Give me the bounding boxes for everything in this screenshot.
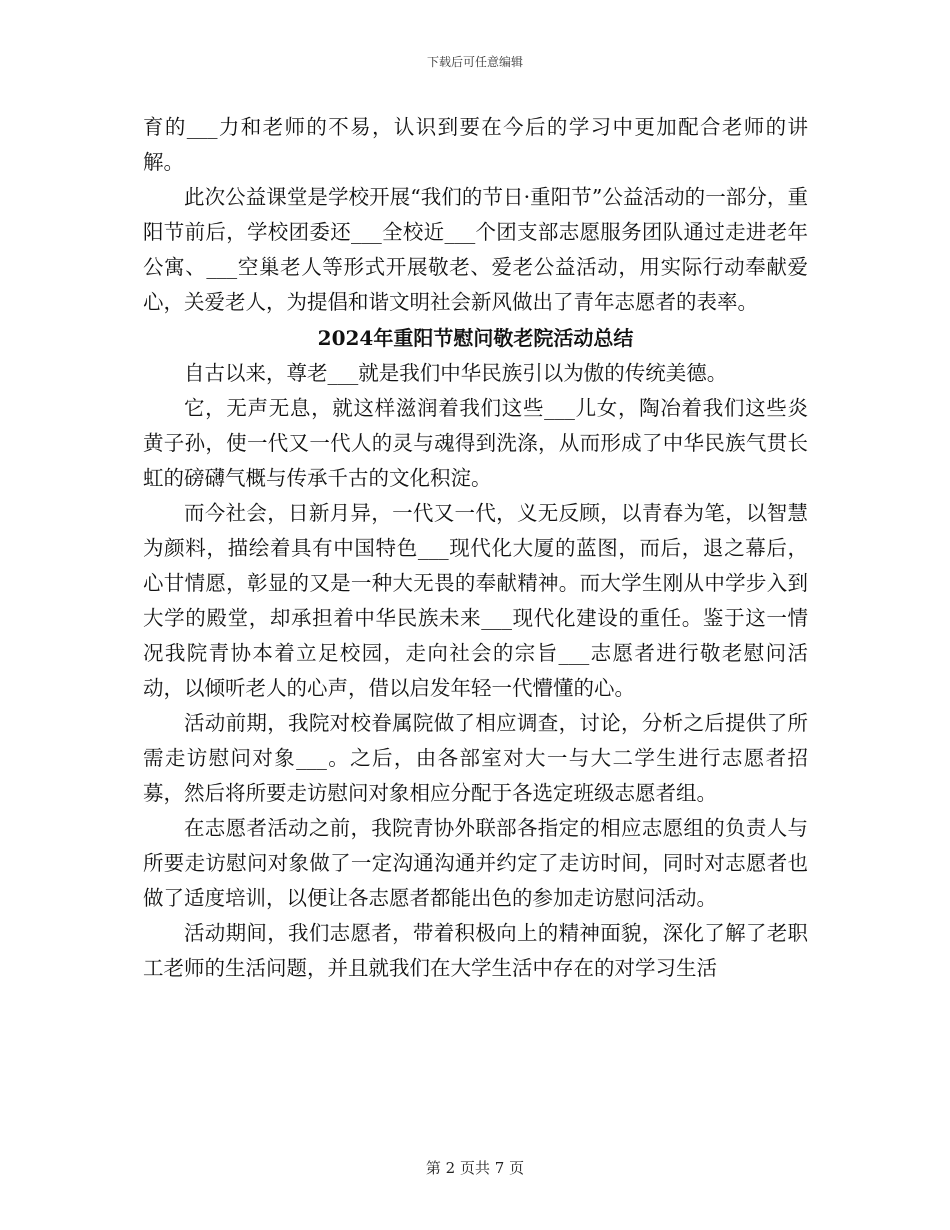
paragraph-top-2: 此次公益课堂是学校开展“我们的节日·重阳节”公益活动的一部分，重阳节前后，学校团委还___全校近___个团支部志愿服务团队通过走进老年公寓、___空巢老人等形式开展敬老、爱老公益活动，用实际行动奉献爱心，关爱老人，为提倡和谐文明社会新风做出了青年志愿者的表率。 (143, 185, 808, 314)
document-title: 2024年重阳节慰问敬老院活动总结 (317, 326, 634, 350)
paragraph-6: 活动期间，我们志愿者，带着积极向上的精神面貌，深化了解了老职工老师的生活问题，并且就我们在大学生活中存在的对学习生活 (143, 921, 808, 980)
paragraph-4: 活动前期，我院对校眷属院做了相应调查，讨论，分析之后提供了所需走访慰问对象___。之后，由各部室对大一与大二学生进行志愿者招募，然后将所要走访慰问对象相应分配于各选定班级志愿者组。 (143, 711, 808, 805)
paragraph-top-1: 育的___力和老师的不易，认识到要在今后的学习中更加配合老师的讲解。 (143, 115, 808, 174)
page-header: 下载后可任意编辑 (426, 55, 523, 69)
paragraph-1: 自古以来，尊老___就是我们中华民族引以为傲的传统美德。 (184, 361, 728, 385)
document-body (143, 110, 808, 986)
page-footer: 第 2 页共 7 页 (425, 1159, 525, 1177)
paragraph-5: 在志愿者活动之前，我院青协外联部各指定的相应志愿组的负责人与所要走访慰问对象做了一定沟通沟通并约定了走访时间，同时对志愿者也做了适度培训，以便让各志愿者都能出色的参加走访慰问活动。 (143, 816, 808, 910)
paragraph-2: 它，无声无息，就这样滋润着我们这些___儿女，陶冶着我们这些炎黄子孙，使一代又一代人的灵与魂得到洗涤，从而形成了中华民族气贯长虹的磅礴气概与传承千古的文化积淀。 (143, 396, 808, 490)
paragraph-3: 而今社会，日新月异，一代又一代，义无反顾，以青春为笔，以智慧为颜料，描绘着具有中国特色___现代化大厦的蓝图，而后，退之幕后，心甘情愿，彰显的又是一种大无畏的奉献精神。而大学生刚从中学步入到大学的殿堂，却承担着中华民族未来___现代化建设的重任。鉴于这一情况我院青协本着立足校园，走向社会的宗旨___志愿者进行敬老慰问活动，以倾听老人的心声，借以启发年轻一代懵懂的心。 (143, 501, 808, 700)
